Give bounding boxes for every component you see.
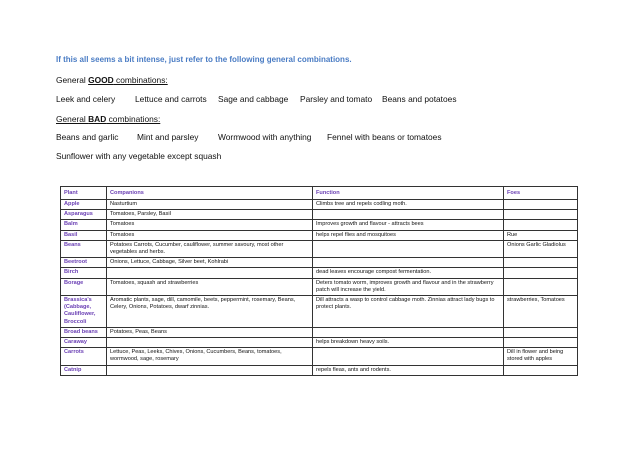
companions-cell: Nasturtium [107, 200, 313, 210]
table-row [61, 268, 578, 278]
table-row [61, 240, 578, 257]
table-row [61, 365, 578, 375]
plant-cell: Beetroot [61, 258, 107, 268]
foes-cell [504, 278, 578, 295]
companions-cell: Tomatoes [107, 230, 313, 240]
function-cell [313, 348, 504, 365]
good-combo: Beans and potatoes [382, 94, 457, 104]
function-cell: repels fleas, ants and rodents. [313, 365, 504, 375]
plant-cell: Carrots [61, 348, 107, 365]
function-cell: dead leaves encourage compost fermentation. [313, 268, 504, 278]
function-cell [313, 210, 504, 220]
foes-cell [504, 327, 578, 337]
bad-combinations-heading: General BAD combinations: [56, 114, 161, 124]
plant-cell: Catnip [61, 365, 107, 375]
table-row [61, 327, 578, 337]
plant-cell: Borage [61, 278, 107, 295]
header-companions: Companions [107, 187, 313, 200]
companions-cell: Lettuce, Peas, Leeks, Chives, Onions, Cucumbers, Beans, tomatoes, wormwood, sage, rosemary [107, 348, 313, 365]
foes-cell [504, 200, 578, 210]
function-cell: helps breakdown heavy soils. [313, 338, 504, 348]
function-cell: helps repel flies and mosquitoes [313, 230, 504, 240]
plant-cell: Balm [61, 220, 107, 230]
header-foes: Foes [504, 187, 578, 200]
foes-cell [504, 220, 578, 230]
good-combinations-heading: General GOOD combinations: [56, 75, 168, 85]
table-row [61, 348, 578, 365]
table-row [61, 210, 578, 220]
table-row [61, 258, 578, 268]
function-cell [313, 327, 504, 337]
foes-cell: Onions Garlic Gladiolus [504, 240, 578, 257]
plant-cell: Birch [61, 268, 107, 278]
companions-cell: Potatoes Carrots, Cucumber, cauliflower, summer savoury, most other vegetables and herbs. [107, 240, 313, 257]
bad-combo: Wormwood with anything [218, 132, 312, 142]
good-combo: Sage and cabbage [218, 94, 289, 104]
table-row [61, 230, 578, 240]
table-row [61, 278, 578, 295]
function-cell: Deters tomato worm, improves growth and flavour and in the strawberry patch will increase the yield. [313, 278, 504, 295]
function-cell: Climbs tree and repels codling moth. [313, 200, 504, 210]
plant-cell: Asparagus [61, 210, 107, 220]
companions-cell: Tomatoes, squash and strawberries [107, 278, 313, 295]
header-plant: Plant [61, 187, 107, 200]
companions-cell: Tomatoes [107, 220, 313, 230]
foes-cell: Dill in flower and being stored with apples [504, 348, 578, 365]
foes-cell [504, 210, 578, 220]
good-combo: Leek and celery [56, 94, 116, 104]
table-row [61, 220, 578, 230]
companion-planting-table [60, 186, 578, 376]
function-cell: Dill attracts a wasp to control cabbage moth. Zinnias attract lady bugs to protect plants. [313, 296, 504, 328]
bad-combo: Mint and parsley [137, 132, 199, 142]
table-row [61, 200, 578, 210]
foes-cell [504, 258, 578, 268]
table-row [61, 338, 578, 348]
good-combo: Parsley and tomato [300, 94, 373, 104]
companions-cell [107, 338, 313, 348]
table-header-row [61, 187, 578, 200]
foes-cell: Rue [504, 230, 578, 240]
plant-cell: Basil [61, 230, 107, 240]
foes-cell [504, 365, 578, 375]
bad-combo: Fennel with beans or tomatoes [327, 132, 442, 142]
function-cell: Improves growth and flavour - attracts bees [313, 220, 504, 230]
intro-text: If this all seems a bit intense, just refer to the following general combinations. [56, 55, 352, 64]
companions-cell: Tomatoes, Parsley, Basil [107, 210, 313, 220]
companions-cell [107, 365, 313, 375]
companions-cell: Aromatic plants, sage, dill, camomile, beets, peppermint, rosemary, Beans, Celery, Onions, Potatoes, dwarf zinnias. [107, 296, 313, 328]
header-function: Function [313, 187, 504, 200]
plant-cell: Apple [61, 200, 107, 210]
good-combo: Lettuce and carrots [135, 94, 207, 104]
companions-cell: Onions, Lettuce, Cabbage, Silver beet, Kohlrabi [107, 258, 313, 268]
plant-cell: Beans [61, 240, 107, 257]
companions-cell [107, 268, 313, 278]
foes-cell: strawberries, Tomatoes [504, 296, 578, 328]
plant-cell: Caraway [61, 338, 107, 348]
foes-cell [504, 268, 578, 278]
function-cell [313, 240, 504, 257]
companions-cell: Potatoes, Peas, Beans [107, 327, 313, 337]
plant-cell: Brassica's (Cabbage, Cauliflower, Broccoli [61, 296, 107, 328]
bad-combo: Beans and garlic [56, 132, 119, 142]
table-row [61, 296, 578, 328]
sunflower-note: Sunflower with any vegetable except squash [56, 151, 222, 161]
foes-cell [504, 338, 578, 348]
plant-cell: Broad beans [61, 327, 107, 337]
function-cell [313, 258, 504, 268]
